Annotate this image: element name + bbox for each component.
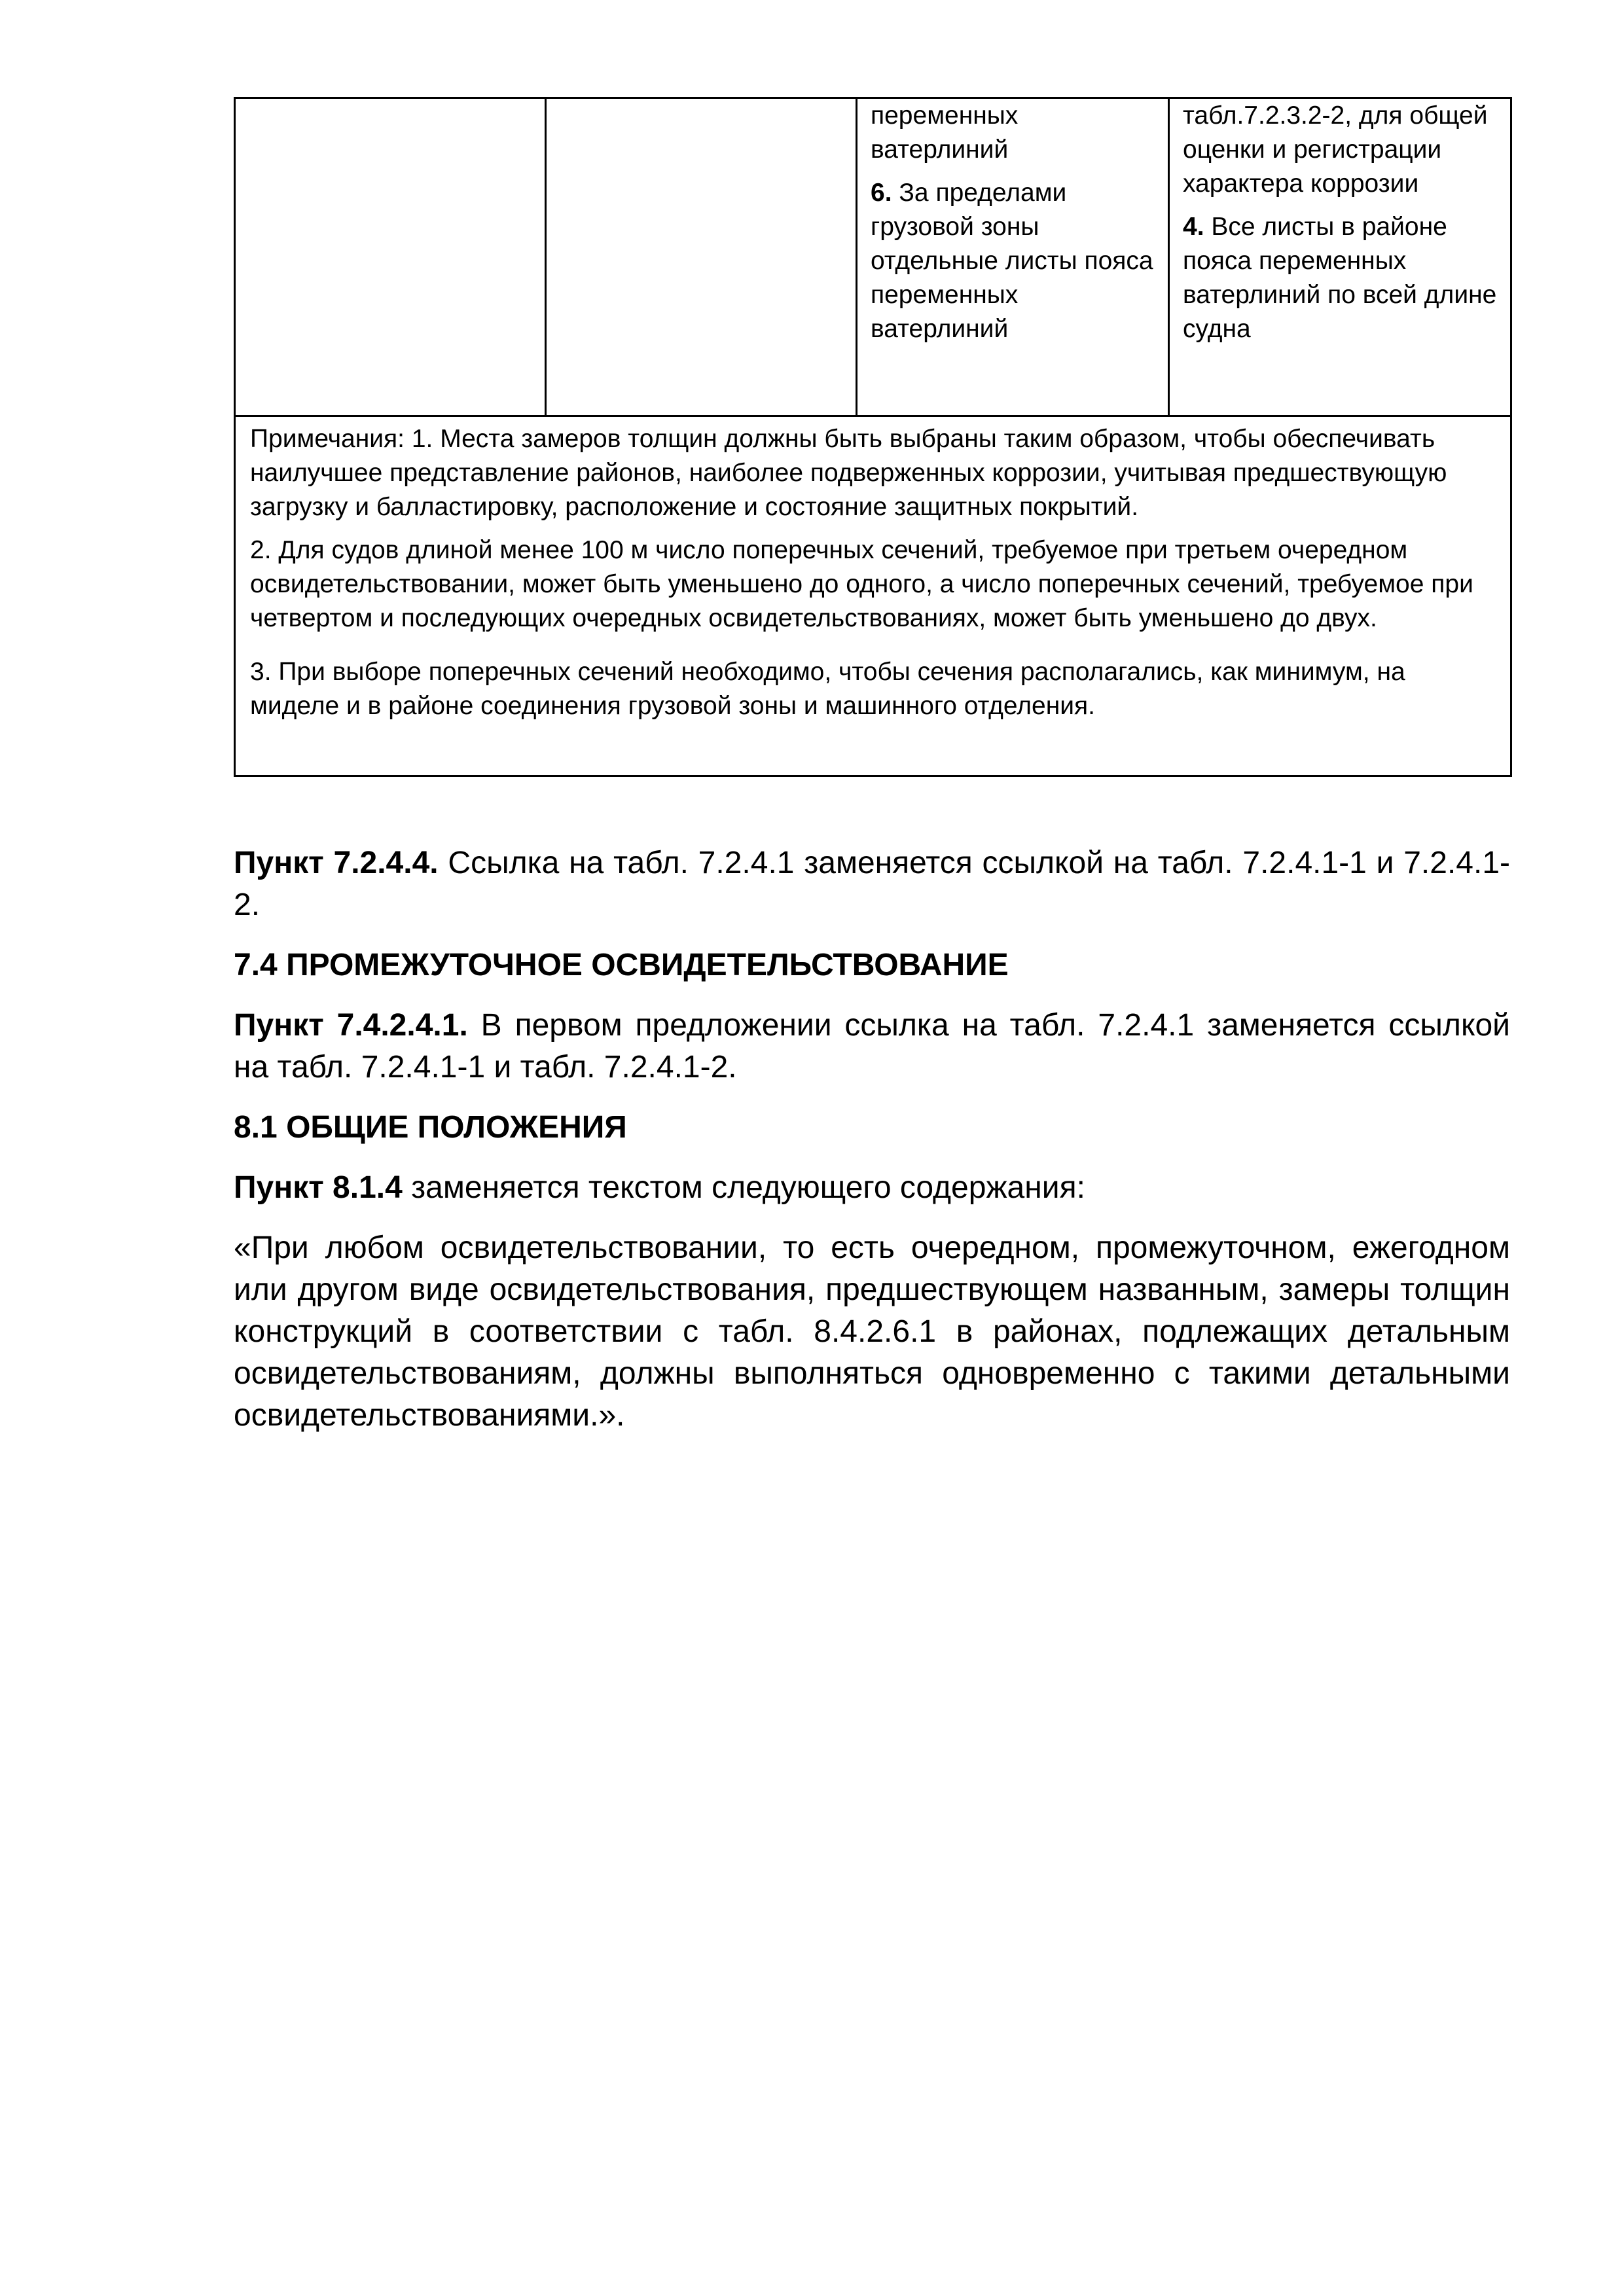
paragraph-label: Пункт 7.4.2.4.1. [234, 1008, 468, 1043]
section-heading-8-1: 8.1 ОБЩИЕ ПОЛОЖЕНИЯ [234, 1110, 627, 1145]
note-3: 3. При выборе поперечных сечений необходимо, чтобы сечения располагались, как минимум, на миделе и в районе соединения грузовой зоны и машинного отделения. [250, 658, 1405, 720]
table-cell-col3 [857, 98, 1169, 416]
quoted-replacement-text: «При любом освидетельствовании, то есть очередном, промежуточном, ежегодном или другом виде освидетельствования, предшествующем названным, замеры толщин конструкций в соответствии с табл. 8.4.2.6.1 в районах, подлежащих детальным освидетельствованиям, должны выполняться одновременно с такими детальными освидетельствованиями.». [234, 1230, 1510, 1433]
survey-table [234, 97, 1512, 777]
table-notes-row [235, 416, 1511, 776]
document-page [234, 97, 1510, 1437]
notes-cell [235, 416, 1511, 776]
cell-item-4 [1183, 210, 1497, 346]
table-cell-col4 [1169, 98, 1511, 416]
item-number: 4. [1183, 213, 1204, 241]
paragraph-7-2-4-4 [234, 842, 1510, 926]
item-number: 6. [871, 179, 892, 207]
paragraph-text: В первом предложении ссылка на табл. 7.2.4.1 заменяется ссылкой на табл. 7.2.4.1-1 и табл. 7.2.4.1-2. [234, 1008, 1510, 1085]
item-text: Все листы в районе пояса переменных ватерлиний по всей длине судна [1183, 213, 1497, 343]
table-cell-col2 [546, 98, 857, 416]
section-heading-7-4: 7.4 ПРОМЕЖУТОЧНОЕ ОСВИДЕТЕЛЬСТВОВАНИЕ [234, 948, 1009, 982]
table-cell-col1 [235, 98, 546, 416]
cell-text: переменных ватерлиний [871, 101, 1019, 164]
item-text: За пределами грузовой зоны отдельные листы пояса переменных ватерлиний [871, 179, 1153, 343]
cell-text: табл.7.2.3.2-2, для общей оценки и регистрации характера коррозии [1183, 101, 1488, 198]
paragraph-7-4-2-4-1 [234, 1005, 1510, 1088]
note-1: Примечания: 1. Места замеров толщин должны быть выбраны таким образом, чтобы обеспечивать наилучшее представление районов, наиболее подверженных коррозии, учитывая предшествующую загрузку и балластировку, расположение и состояние защитных покрытий. [250, 425, 1447, 521]
note-2: 2. Для судов длиной менее 100 м число поперечных сечений, требуемое при третьем очередном освидетельствовании, может быть уменьшено до одного, а число поперечных сечений, требуемое при четвертом и последующих очередных освидетельствованиях, может быть уменьшено до двух. [250, 536, 1473, 632]
paragraph-text: Ссылка на табл. 7.2.4.1 заменяется ссылкой на табл. 7.2.4.1-1 и 7.2.4.1-2. [234, 846, 1510, 922]
paragraph-label: Пункт 8.1.4 [234, 1170, 403, 1205]
paragraph-text: заменяется текстом следующего содержания: [402, 1170, 1085, 1205]
cell-item-6 [871, 176, 1155, 346]
paragraph-8-1-4 [234, 1167, 1510, 1209]
table-row [235, 98, 1511, 416]
paragraph-label: Пункт 7.2.4.4. [234, 846, 439, 880]
